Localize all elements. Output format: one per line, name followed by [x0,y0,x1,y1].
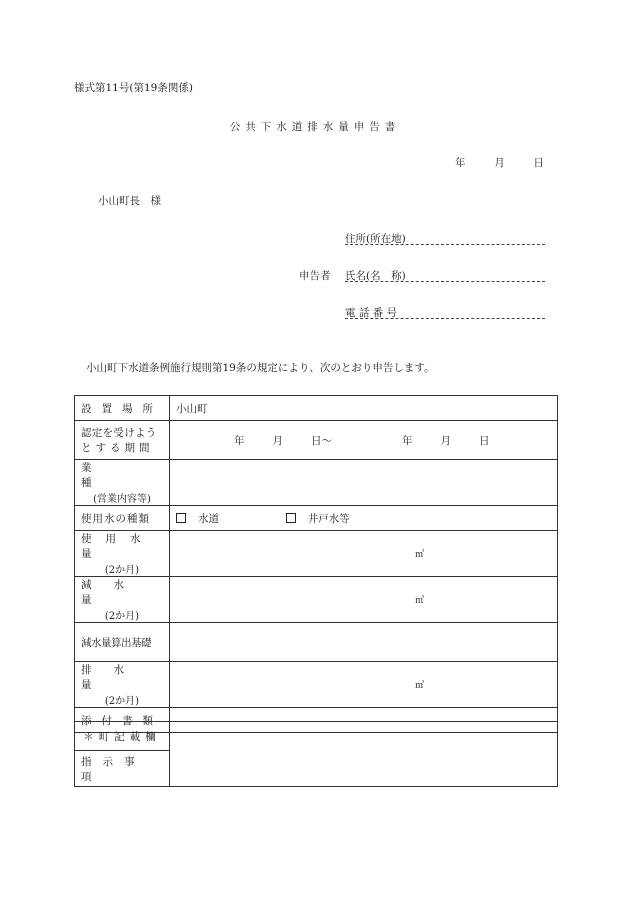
row-discharge [75,662,558,708]
reduction-label: 減水量 (2か月) [75,577,170,623]
usage-value[interactable] [170,531,558,577]
business-label: 業種 (営業内容等) [75,460,170,506]
business-value[interactable] [170,460,558,506]
statement: 小山町下水道条例施行規則第19条の規定により、次のとおり申告します。 [86,362,435,374]
checkbox-tap-water[interactable] [176,513,186,523]
reduction-basis-value[interactable] [170,623,558,662]
usage-label: 使用水量 (2か月) [75,531,170,577]
reduction-unit: ㎥ [415,596,425,606]
discharge-value[interactable] [170,662,558,708]
opt-well-water: 井戸水等 [307,512,350,525]
period-year2: 年 [402,434,413,447]
row-reduction-basis [75,623,558,662]
period-label: 認定を受けよう とする期間 [75,421,170,460]
memo-table [74,721,558,787]
date-month: 月 [494,157,505,169]
opt-tap-water: 水道 [198,512,219,525]
address-label: 住所(所在地) [345,233,406,245]
form-number: 様式第11号(第19条関係) [74,82,193,94]
application-table [74,395,558,733]
applicant-label: 申告者 [299,270,331,282]
checkbox-well-water[interactable] [286,513,296,523]
discharge-unit: ㎥ [415,681,425,691]
row-location [75,396,558,421]
period-day-from: 日～ [311,434,332,447]
phone-label: 電 話 番 号 [345,307,398,319]
memo-value[interactable] [170,722,558,787]
row-business [75,460,558,506]
location-label: 設置場所 [75,396,170,421]
period-year: 年 [234,434,245,447]
row-usage [75,531,558,577]
memo-label-1: ＊町記載欄 [75,722,170,751]
row-reduction [75,577,558,623]
period-day2: 日 [479,434,490,447]
water-type-value [170,506,558,531]
address-line[interactable] [345,231,545,246]
name-line[interactable] [345,268,545,283]
addressee: 小山町長 様 [98,195,161,207]
date-day: 日 [533,157,544,169]
period-month2: 月 [440,434,451,447]
period-value[interactable] [170,421,558,460]
water-type-label: 使用水の種類 [75,506,170,531]
attachments-label: 添付書類 [75,708,170,733]
row-water-type [75,506,558,531]
reduction-basis-label: 減水量算出基礎 [75,623,170,662]
period-month: 月 [272,434,283,447]
memo-row-1 [75,722,558,751]
date-line [455,155,544,170]
name-label: 氏名(名 称) [345,270,406,282]
row-period [75,421,558,460]
discharge-label: 排水量 (2か月) [75,662,170,708]
location-value[interactable]: 小山町 [170,396,558,421]
memo-label-2: 指示事項 [75,751,170,787]
reduction-value[interactable] [170,577,558,623]
date-year: 年 [455,157,466,169]
usage-unit: ㎥ [415,550,425,560]
form-title: 公共下水道排水量申告書 [229,121,401,133]
phone-line[interactable] [345,305,545,320]
